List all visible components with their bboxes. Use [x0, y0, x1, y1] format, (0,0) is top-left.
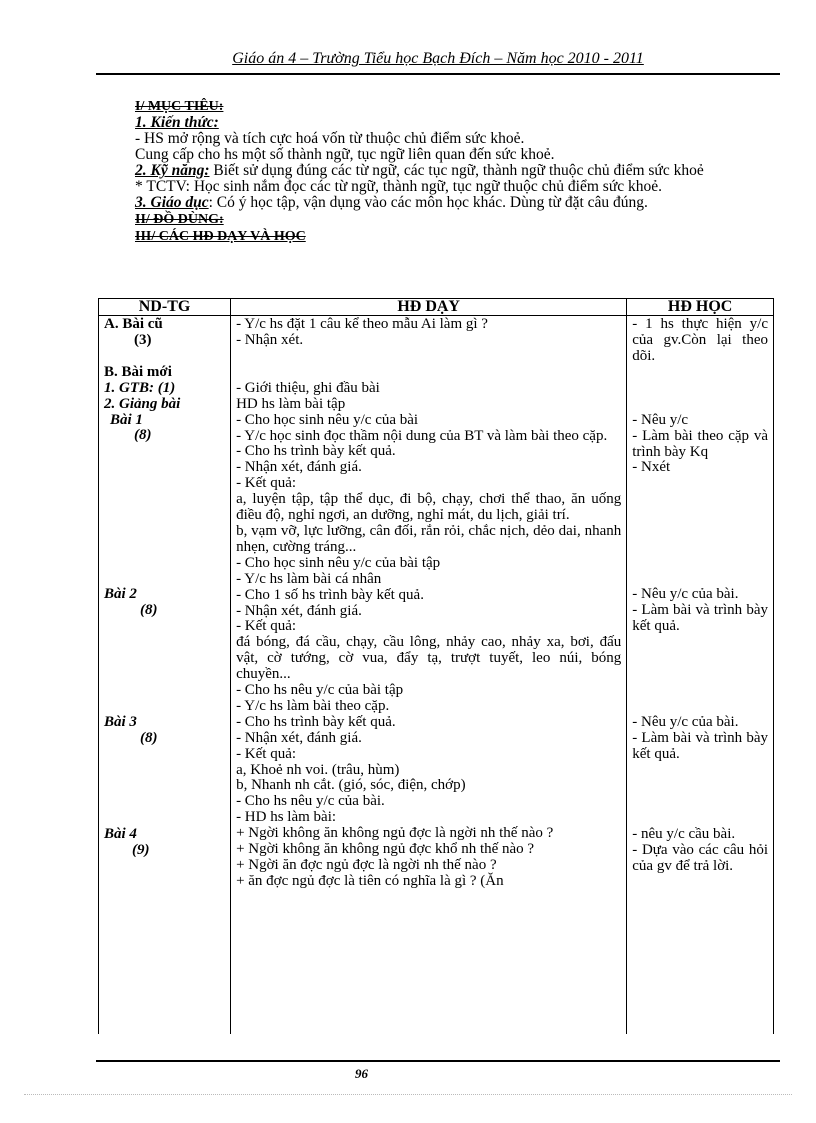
teacher-line: - Cho học sinh nêu y/c của bài tập: [236, 554, 441, 571]
materials-heading: II/ ĐỒ DÙNG:: [135, 212, 224, 227]
teacher-line: b, Nhanh nh cắt. (gió, sóc, điện, chớp): [236, 777, 466, 794]
student-activity-column: [627, 316, 774, 1035]
student-line: - Làm bài và trình bày kết quả.: [632, 729, 768, 762]
teacher-line: b, vạm vỡ, lực lưỡng, cân đối, rắn rỏi, chắc nịch, dẻo dai, nhanh nhẹn, cường tráng...: [236, 522, 622, 555]
page-edge-dots: [24, 1094, 792, 1095]
content-time-column: [99, 316, 231, 1035]
teacher-line: - Nhận xét, đánh giá.: [236, 729, 362, 746]
teacher-line: + Ngời không ăn không ngủ đợc là ngời nh thế nào ?: [236, 825, 554, 842]
teacher-line: - Nhận xét.: [236, 331, 304, 348]
teacher-line: - Cho hs nêu y/c của bài tập: [236, 682, 404, 699]
skills-line: 2. Kỹ năng: Biết sử dụng đúng các từ ngữ, các tục ngữ, thành ngữ thuộc chủ điểm sức khoẻ: [135, 162, 704, 179]
header-hd-hoc: HĐ HỌC: [627, 299, 774, 316]
tctv-line: * TCTV: Học sinh nắm đọc các từ ngữ, thành ngữ, tục ngữ thuộc chủ điểm sức khoẻ.: [135, 178, 662, 195]
teacher-activity-column: [231, 316, 627, 1035]
teacher-line: - Y/c hs đặt 1 câu kể theo mẫu Ai làm gì ?: [236, 316, 488, 332]
intro-label: 1. GTB: (1): [104, 379, 176, 396]
exercise-4-time: (9): [132, 841, 150, 858]
new-lesson-label: B. Bài mới: [104, 363, 172, 380]
exercise-3-label: Bài 3: [104, 714, 137, 731]
teacher-line: đá bóng, đá cầu, chạy, cầu lông, nhảy cao, nhảy xa, bơi, đấu vật, cờ tướng, cờ vua, đẩy tạ, trượt tuyết, leo núi, bóng chuyền...: [236, 634, 622, 683]
exercise-1-time: (8): [134, 427, 152, 444]
footer-rule: [96, 1060, 780, 1062]
student-line: - Nxét: [632, 459, 671, 476]
teacher-line: - HD hs làm bài:: [236, 809, 337, 826]
teacher-line: a, luyện tập, tập thể dục, đi bộ, chạy, chơi thể thao, ăn uống điều độ, nghỉ ngơi, an dưỡng, nghỉ mát, du lịch, giải trí.: [236, 491, 622, 524]
objectives-heading: I/ MỤC TIÊU:: [135, 99, 224, 114]
old-lesson-time: (3): [134, 331, 152, 348]
student-line: - Nêu y/c của bài.: [632, 714, 739, 731]
student-line: - nêu y/c cầu bài.: [632, 825, 736, 842]
exercise-1-label: Bài 1: [110, 411, 143, 428]
exercise-4-label: Bài 4: [104, 825, 137, 842]
teacher-line: - Cho hs nêu y/c của bài.: [236, 793, 385, 810]
teacher-line: HD hs làm bài tập: [236, 395, 346, 412]
teacher-line: - Cho học sinh nêu y/c của bài: [236, 411, 419, 428]
teacher-line: - Cho 1 số hs trình bày kết quả.: [236, 586, 424, 603]
teacher-line: a, Khoẻ nh voi. (trâu, hùm): [236, 761, 400, 778]
student-line: - 1 hs thực hiện y/c của gv.Còn lại theo dõi.: [632, 316, 768, 364]
teacher-line: - Nhận xét, đánh giá.: [236, 459, 362, 476]
teacher-line: - Nhận xét, đánh giá.: [236, 602, 362, 619]
table-row: [99, 316, 774, 1035]
knowledge-heading: 1. Kiến thức:: [135, 114, 219, 131]
teacher-line: - Y/c học sinh đọc thầm nội dung của BT và làm bài theo cặp.: [236, 427, 608, 444]
page-header: Giáo án 4 – Trường Tiểu học Bạch Đích – Năm học 2010 - 2011: [232, 50, 644, 67]
teacher-line: - Kết quả:: [236, 475, 297, 492]
header-hd-day: HĐ DẠY: [231, 299, 627, 316]
page-number: 96: [355, 1066, 368, 1081]
exercise-2-label: Bài 2: [104, 586, 137, 603]
old-lesson-label: A. Bài cũ: [104, 316, 163, 332]
teaching-label: 2. Giảng bài: [104, 395, 181, 412]
knowledge-line-2: Cung cấp cho hs một số thành ngữ, tục ngữ liên quan đến sức khoẻ.: [135, 146, 555, 163]
education-line: 3. Giáo dục: Có ý học tập, vận dụng vào các môn học khác. Dùng từ đặt câu đúng.: [135, 194, 648, 211]
exercise-2-time: (8): [140, 602, 158, 619]
teacher-line: + Ngời ăn đợc ngủ đợc là ngời nh thế nào ?: [236, 857, 497, 873]
header-nd-tg: ND-TG: [99, 299, 231, 316]
table-header-row: [99, 299, 774, 316]
teacher-line: - Y/c hs làm bài theo cặp.: [236, 697, 390, 714]
teacher-line: + Ngời không ăn không ngủ đợc khổ nh thế nào ?: [236, 841, 535, 858]
student-line: - Làm bài theo cặp và trình bày Kq: [632, 427, 768, 460]
header-rule: [96, 73, 780, 75]
lesson-table: [98, 298, 774, 1034]
teacher-line: - Kết quả:: [236, 618, 297, 635]
teacher-line: - Giới thiệu, ghi đầu bài: [236, 379, 380, 396]
teacher-line: - Cho hs trình bày kết quả.: [236, 713, 396, 730]
exercise-3-time: (8): [140, 730, 158, 747]
student-line: - Nêu y/c của bài.: [632, 586, 739, 603]
student-line: - Nêu y/c: [632, 411, 689, 428]
teacher-line: - Cho hs trình bày kết quả.: [236, 443, 396, 460]
activities-heading: III/ CÁC HĐ DẠY VÀ HỌC: [135, 229, 306, 244]
teacher-line: - Kết quả:: [236, 745, 297, 762]
lesson-objectives: [135, 98, 757, 245]
knowledge-line-1: - HS mở rộng và tích cực hoá vốn từ thuộc chủ điểm sức khoẻ.: [135, 130, 525, 147]
student-line: - Dựa vào các câu hỏi của gv để trả lời.: [632, 841, 768, 874]
teacher-line: + ăn đợc ngủ đợc là tiên có nghĩa là gì ? (Ăn: [236, 872, 504, 889]
teacher-line: - Y/c hs làm bài cá nhân: [236, 570, 382, 587]
student-line: - Làm bài và trình bày kết quả.: [632, 602, 768, 635]
